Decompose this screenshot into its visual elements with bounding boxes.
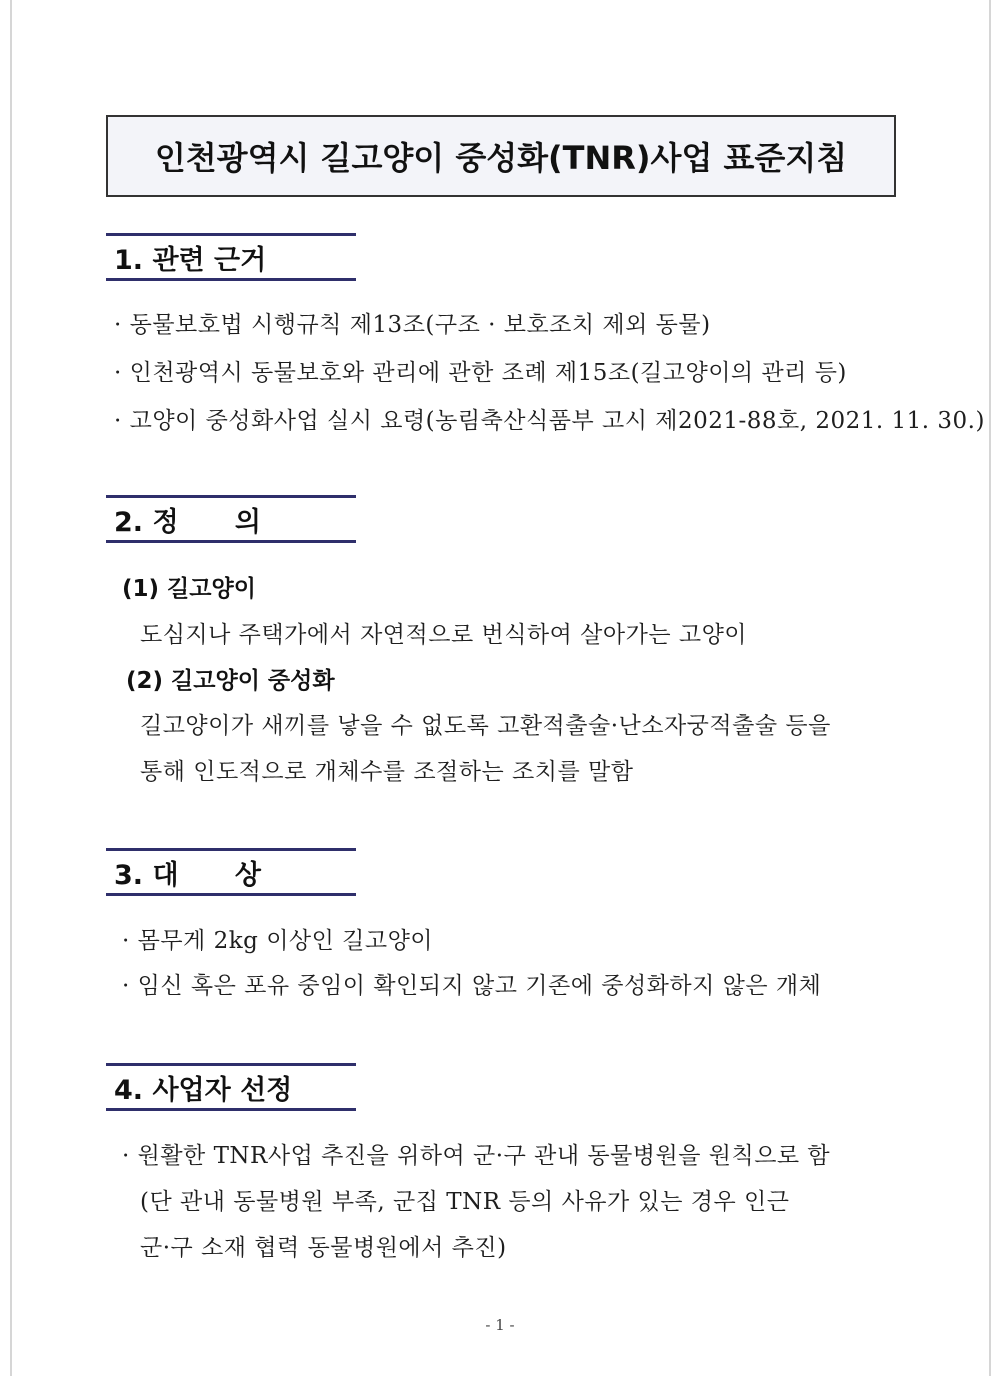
section-1-line-3: · 고양이 중성화사업 실시 요령(농림축산식품부 고시 제2021-88호, 2021. 11. 30.) [114,408,985,434]
section-4-line-2: (단 관내 동물병원 부족, 군집 TNR 등의 사유가 있는 경우 인근 [140,1189,790,1215]
page-edge-left [10,0,12,1376]
section-heading-1: 1. 관련 근거 [106,233,356,281]
section-1-line-1: · 동물보호법 시행규칙 제13조(구조 · 보호조치 제외 동물) [114,312,711,338]
section-3-line-1: · 몸무게 2kg 이상인 길고양이 [122,928,434,954]
definition-2-line-1: 길고양이가 새끼를 낳을 수 없도록 고환적출술·난소자궁적출술 등을 [140,713,831,739]
section-3-line-2: · 임신 혹은 포유 중임이 확인되지 않고 기존에 중성화하지 않은 개체 [122,973,822,999]
definition-label-2: (2) 길고양이 중성화 [126,668,335,694]
section-1-line-2: · 인천광역시 동물보호와 관리에 관한 조례 제15조(길고양이의 관리 등) [114,360,847,386]
section-heading-4: 4. 사업자 선정 [106,1063,356,1111]
definition-label-1: (1) 길고양이 [122,576,256,602]
definition-1-line-1: 도심지나 주택가에서 자연적으로 번식하여 살아가는 고양이 [140,622,748,648]
definition-2-line-2: 통해 인도적으로 개체수를 조절하는 조치를 말함 [140,759,634,785]
section-4-line-1: · 원활한 TNR사업 추진을 위하여 군·구 관내 동물병원을 원칙으로 함 [122,1143,831,1169]
section-4-line-3: 군·구 소재 협력 동물병원에서 추진) [140,1235,507,1261]
document-title: 인천광역시 길고양이 중성화(TNR)사업 표준지침 [106,115,896,197]
page-edge-right [989,0,991,1376]
section-heading-2: 2. 정 의 [106,495,356,543]
page-number: - 1 - [485,1316,515,1334]
section-heading-3: 3. 대 상 [106,848,356,896]
